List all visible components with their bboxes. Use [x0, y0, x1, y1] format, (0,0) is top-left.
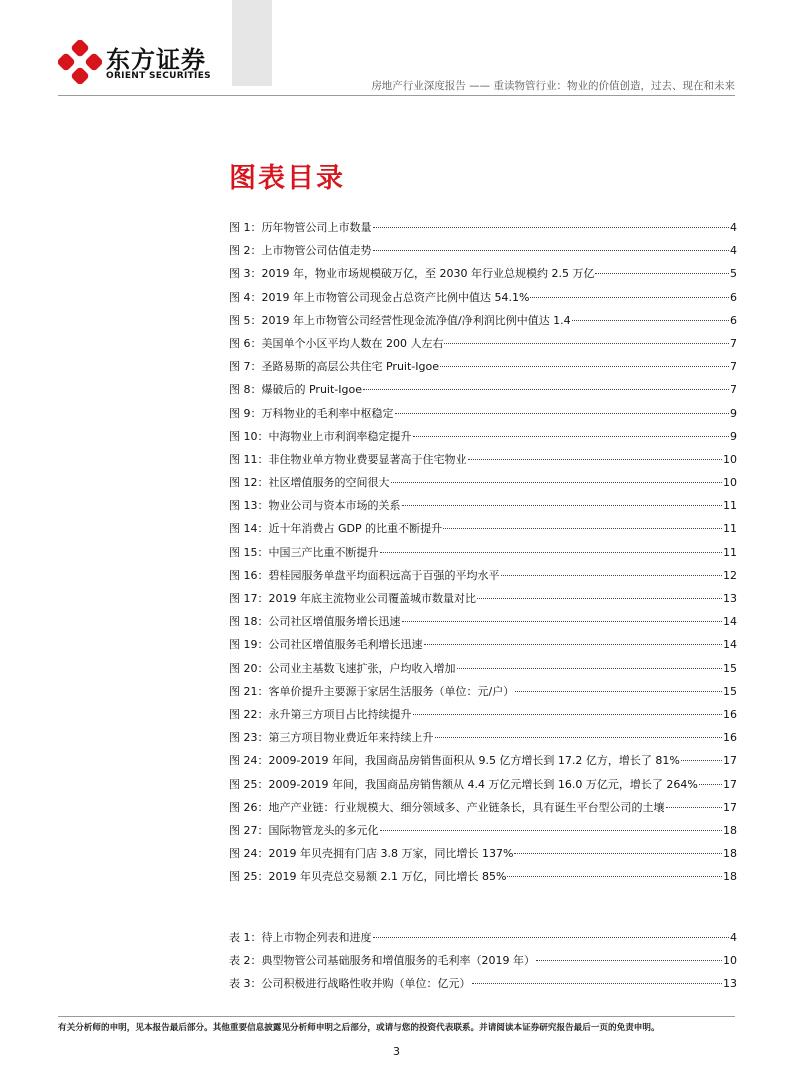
- dot-leader: [477, 598, 722, 599]
- toc-figure-entry[interactable]: [229, 567, 737, 590]
- toc-figure-entry[interactable]: [229, 242, 737, 265]
- dot-leader: [424, 644, 723, 645]
- dot-leader: [457, 668, 723, 669]
- dot-leader: [380, 830, 723, 831]
- toc-figure-entry-page-number: 17: [723, 800, 737, 814]
- dot-leader: [395, 413, 730, 414]
- toc-figure-entry-page-number: 5: [730, 267, 737, 281]
- toc-figure-entry-page-number: 10: [723, 452, 737, 466]
- toc-figure-entry[interactable]: [229, 265, 737, 288]
- dot-leader: [507, 876, 722, 877]
- company-logo: [58, 40, 230, 90]
- toc-figure-entry-label: 图 18：公司社区增值服务增长迅速: [229, 615, 401, 629]
- toc-figure-entry-page-number: 7: [730, 383, 737, 397]
- toc-figure-entry-page-number: 4: [730, 244, 737, 258]
- toc-figure-entry-page-number: 12: [723, 568, 737, 582]
- toc-figure-entry-page-number: 6: [730, 290, 737, 304]
- toc-figure-entry[interactable]: [229, 428, 737, 451]
- toc-figure-entry-label: 图 16：碧桂园服务单盘平均面积远高于百强的平均水平: [229, 568, 500, 582]
- dot-leader: [536, 960, 722, 961]
- toc-figure-entry-page-number: 7: [730, 360, 737, 374]
- report-subtitle: 房地产行业深度报告 —— 重读物管行业：物业的价值创造，过去、现在和未来: [371, 80, 735, 92]
- toc-figure-entry[interactable]: [229, 776, 737, 799]
- toc-figure-entry[interactable]: [229, 289, 737, 312]
- toc-figure-entry-label: 图 21：客单价提升主要源于家居生活服务（单位：元/户）: [229, 684, 515, 698]
- dot-leader: [699, 784, 722, 785]
- toc-figure-entry-label: 图 8：爆破后的 Pruit-Igoe: [229, 383, 362, 397]
- toc-table-entry-page-number: 13: [723, 977, 737, 991]
- toc-figure-entry-label: 图 6：美国单个小区平均人数在 200 人左右: [229, 336, 444, 350]
- toc-figure-entry[interactable]: [229, 868, 737, 891]
- toc-figure-entry[interactable]: [229, 358, 737, 381]
- toc-table-entry-page-number: 10: [723, 954, 737, 968]
- toc-figure-entry-page-number: 14: [723, 638, 737, 652]
- toc-figure-entry[interactable]: [229, 312, 737, 335]
- toc-figure-entry-page-number: 15: [723, 684, 737, 698]
- dot-leader: [363, 389, 729, 390]
- header-gray-band: [232, 0, 272, 86]
- toc-figure-entry-label: 图 17：2019 年底主流物业公司覆盖城市数量对比: [229, 592, 476, 605]
- figure-list: [229, 219, 737, 891]
- dot-leader: [413, 436, 730, 437]
- toc-figure-entry-page-number: 18: [723, 823, 737, 837]
- toc-table-entry-label: 表 1：待上市物企列表和进度: [229, 931, 372, 944]
- toc-figure-entry[interactable]: [229, 799, 737, 822]
- toc-figure-entry-page-number: 17: [723, 777, 737, 791]
- toc-figure-entry[interactable]: [229, 497, 737, 520]
- toc-figure-entry-label: 图 13：物业公司与资本市场的关系: [229, 499, 401, 513]
- dot-leader: [595, 273, 729, 274]
- dot-leader: [444, 343, 729, 344]
- orient-logo-icon: [58, 40, 102, 84]
- dot-leader: [572, 320, 729, 321]
- dot-leader: [402, 505, 723, 506]
- toc-figure-entry-label: 图 12：社区增值服务的空间很大: [229, 476, 390, 490]
- toc-figure-entry-page-number: 4: [730, 221, 737, 234]
- toc-table-entry-label: 表 2：典型物管公司基础服务和增值服务的毛利率（2019 年）: [229, 954, 535, 968]
- footer-divider: [58, 1016, 735, 1017]
- toc-figure-entry-page-number: 15: [723, 661, 737, 675]
- toc-figure-entry-label: 图 24：2009-2019 年间，我国商品房销售面积从 9.5 亿方增长到 17.2 亿方，增长了 81%: [229, 754, 680, 768]
- toc-figure-entry-page-number: 13: [723, 592, 737, 605]
- dot-leader: [681, 760, 722, 761]
- toc-figure-entry[interactable]: [229, 636, 737, 659]
- toc-figure-entry-page-number: 11: [723, 522, 737, 536]
- toc-figure-entry-label: 图 22：永升第三方项目占比持续提升: [229, 707, 412, 721]
- table-list: [229, 929, 737, 999]
- toc-figure-entry[interactable]: [229, 613, 737, 636]
- dot-leader: [666, 807, 723, 808]
- logo-chinese-name: 东方证券: [106, 46, 206, 74]
- toc-figure-entry[interactable]: [229, 219, 737, 242]
- toc-figure-entry-page-number: 18: [723, 870, 737, 884]
- toc-figure-entry-label: 图 2：上市物管公司估值走势: [229, 244, 372, 258]
- toc-figure-entry-label: 图 3：2019 年，物业市场规模破万亿，至 2030 年行业总规模约 2.5 万亿: [229, 267, 595, 281]
- toc-figure-entry-page-number: 9: [730, 429, 737, 443]
- dot-leader: [468, 459, 723, 460]
- toc-figure-entry[interactable]: [229, 520, 737, 543]
- logo-english-name: ORIENT SECURITIES: [106, 71, 211, 81]
- toc-figure-entry-label: 图 1：历年物管公司上市数量: [229, 221, 372, 234]
- toc-figure-entry[interactable]: [229, 706, 737, 729]
- toc-figure-entry-page-number: 16: [723, 707, 737, 721]
- toc-figure-entry-label: 图 14：近十年消费占 GDP 的比重不断提升: [229, 522, 443, 536]
- dot-leader: [373, 250, 730, 251]
- toc-figure-entry[interactable]: [229, 381, 737, 404]
- toc-figure-entry-page-number: 10: [723, 476, 737, 490]
- toc-table-entry-page-number: 4: [730, 931, 737, 944]
- toc-figure-entry[interactable]: [229, 822, 737, 845]
- toc-figure-entry[interactable]: [229, 660, 737, 683]
- toc-figure-entry-label: 图 25：2019 年贝壳总交易额 2.1 万亿，同比增长 85%: [229, 870, 507, 884]
- toc-figure-entry-page-number: 6: [730, 313, 737, 327]
- toc-figure-entry[interactable]: [229, 590, 737, 613]
- toc-figure-entry-label: 图 19：公司社区增值服务毛利增长迅速: [229, 638, 423, 652]
- dot-leader: [443, 528, 722, 529]
- toc-figure-entry[interactable]: [229, 544, 737, 567]
- dot-leader: [440, 366, 729, 367]
- toc-figure-entry-page-number: 18: [723, 847, 737, 861]
- header-divider: [58, 95, 735, 96]
- toc-figure-entry-label: 图 9：万科物业的毛利率中枢稳定: [229, 406, 394, 420]
- toc-figure-entry[interactable]: [229, 451, 737, 474]
- toc-table-entry-label: 表 3：公司积极进行战略性收并购（单位：亿元）: [229, 977, 471, 991]
- dot-leader: [435, 737, 723, 738]
- dot-leader: [514, 853, 722, 854]
- toc-figure-entry-label: 图 10：中海物业上市利润率稳定提升: [229, 429, 412, 443]
- toc-figure-entry-page-number: 14: [723, 615, 737, 629]
- toc-figure-entry-page-number: 9: [730, 406, 737, 420]
- toc-figure-entry-label: 图 26：地产产业链：行业规模大、细分领域多、产业链条长，具有诞生平台型公司的土壤: [229, 800, 665, 814]
- toc-table-entry[interactable]: [229, 952, 737, 975]
- dot-leader: [391, 482, 723, 483]
- page-number: 3: [393, 1045, 400, 1058]
- toc-figure-entry-label: 图 5：2019 年上市物管公司经营性现金流净值/净利润比例中值达 1.4: [229, 313, 571, 327]
- toc-figure-entry-page-number: 7: [730, 336, 737, 350]
- toc-table-entry[interactable]: [229, 975, 737, 998]
- toc-figure-entry-page-number: 17: [723, 754, 737, 768]
- dot-leader: [530, 297, 729, 298]
- dot-leader: [373, 937, 730, 938]
- toc-figure-entry-label: 图 4：2019 年上市物管公司现金占总资产比例中值达 54.1%: [229, 290, 530, 304]
- dot-leader: [472, 983, 723, 984]
- toc-figure-entry-label: 图 23：第三方项目物业费近年来持续上升: [229, 731, 434, 745]
- toc-figure-entry-label: 图 24：2019 年贝壳拥有门店 3.8 万家，同比增长 137%: [229, 847, 514, 861]
- footer-disclaimer: 有关分析师的申明，见本报告最后部分。其他重要信息披露见分析师申明之后部分，或请与您的投资代表联系。并请阅读本证券研究报告最后一页的免责申明。: [58, 1023, 660, 1033]
- toc-figure-entry-page-number: 11: [723, 545, 737, 559]
- toc-figure-entry-label: 图 11：非住物业单方物业费要显著高于住宅物业: [229, 452, 467, 466]
- dot-leader: [380, 552, 723, 553]
- dot-leader: [402, 621, 723, 622]
- toc-figure-entry-label: 图 27：国际物管龙头的多元化: [229, 823, 379, 837]
- toc-figure-entry[interactable]: [229, 845, 737, 868]
- dot-leader: [373, 227, 730, 228]
- toc-table-entry[interactable]: [229, 929, 737, 952]
- toc-figure-entry-label: 图 20：公司业主基数飞速扩张，户均收入增加: [229, 661, 456, 675]
- toc-figure-entry[interactable]: [229, 683, 737, 706]
- toc-figure-entry[interactable]: [229, 752, 737, 775]
- toc-figure-entry[interactable]: [229, 474, 737, 497]
- toc-figure-entry-page-number: 11: [723, 499, 737, 513]
- toc-figure-entry-label: 图 25：2009-2019 年间，我国商品房销售额从 4.4 万亿元增长到 16.0 万亿元，增长了 264%: [229, 777, 698, 791]
- dot-leader: [515, 691, 722, 692]
- toc-figure-entry[interactable]: [229, 729, 737, 752]
- toc-figure-entry-label: 图 15：中国三产比重不断提升: [229, 545, 379, 559]
- toc-figure-entry[interactable]: [229, 405, 737, 428]
- toc-figure-entry-page-number: 16: [723, 731, 737, 745]
- page-title: 图表目录: [229, 163, 345, 194]
- toc-figure-entry[interactable]: [229, 335, 737, 358]
- dot-leader: [413, 714, 723, 715]
- dot-leader: [501, 575, 723, 576]
- toc-figure-entry-label: 图 7：圣路易斯的高层公共住宅 Pruit-Igoe: [229, 360, 439, 374]
